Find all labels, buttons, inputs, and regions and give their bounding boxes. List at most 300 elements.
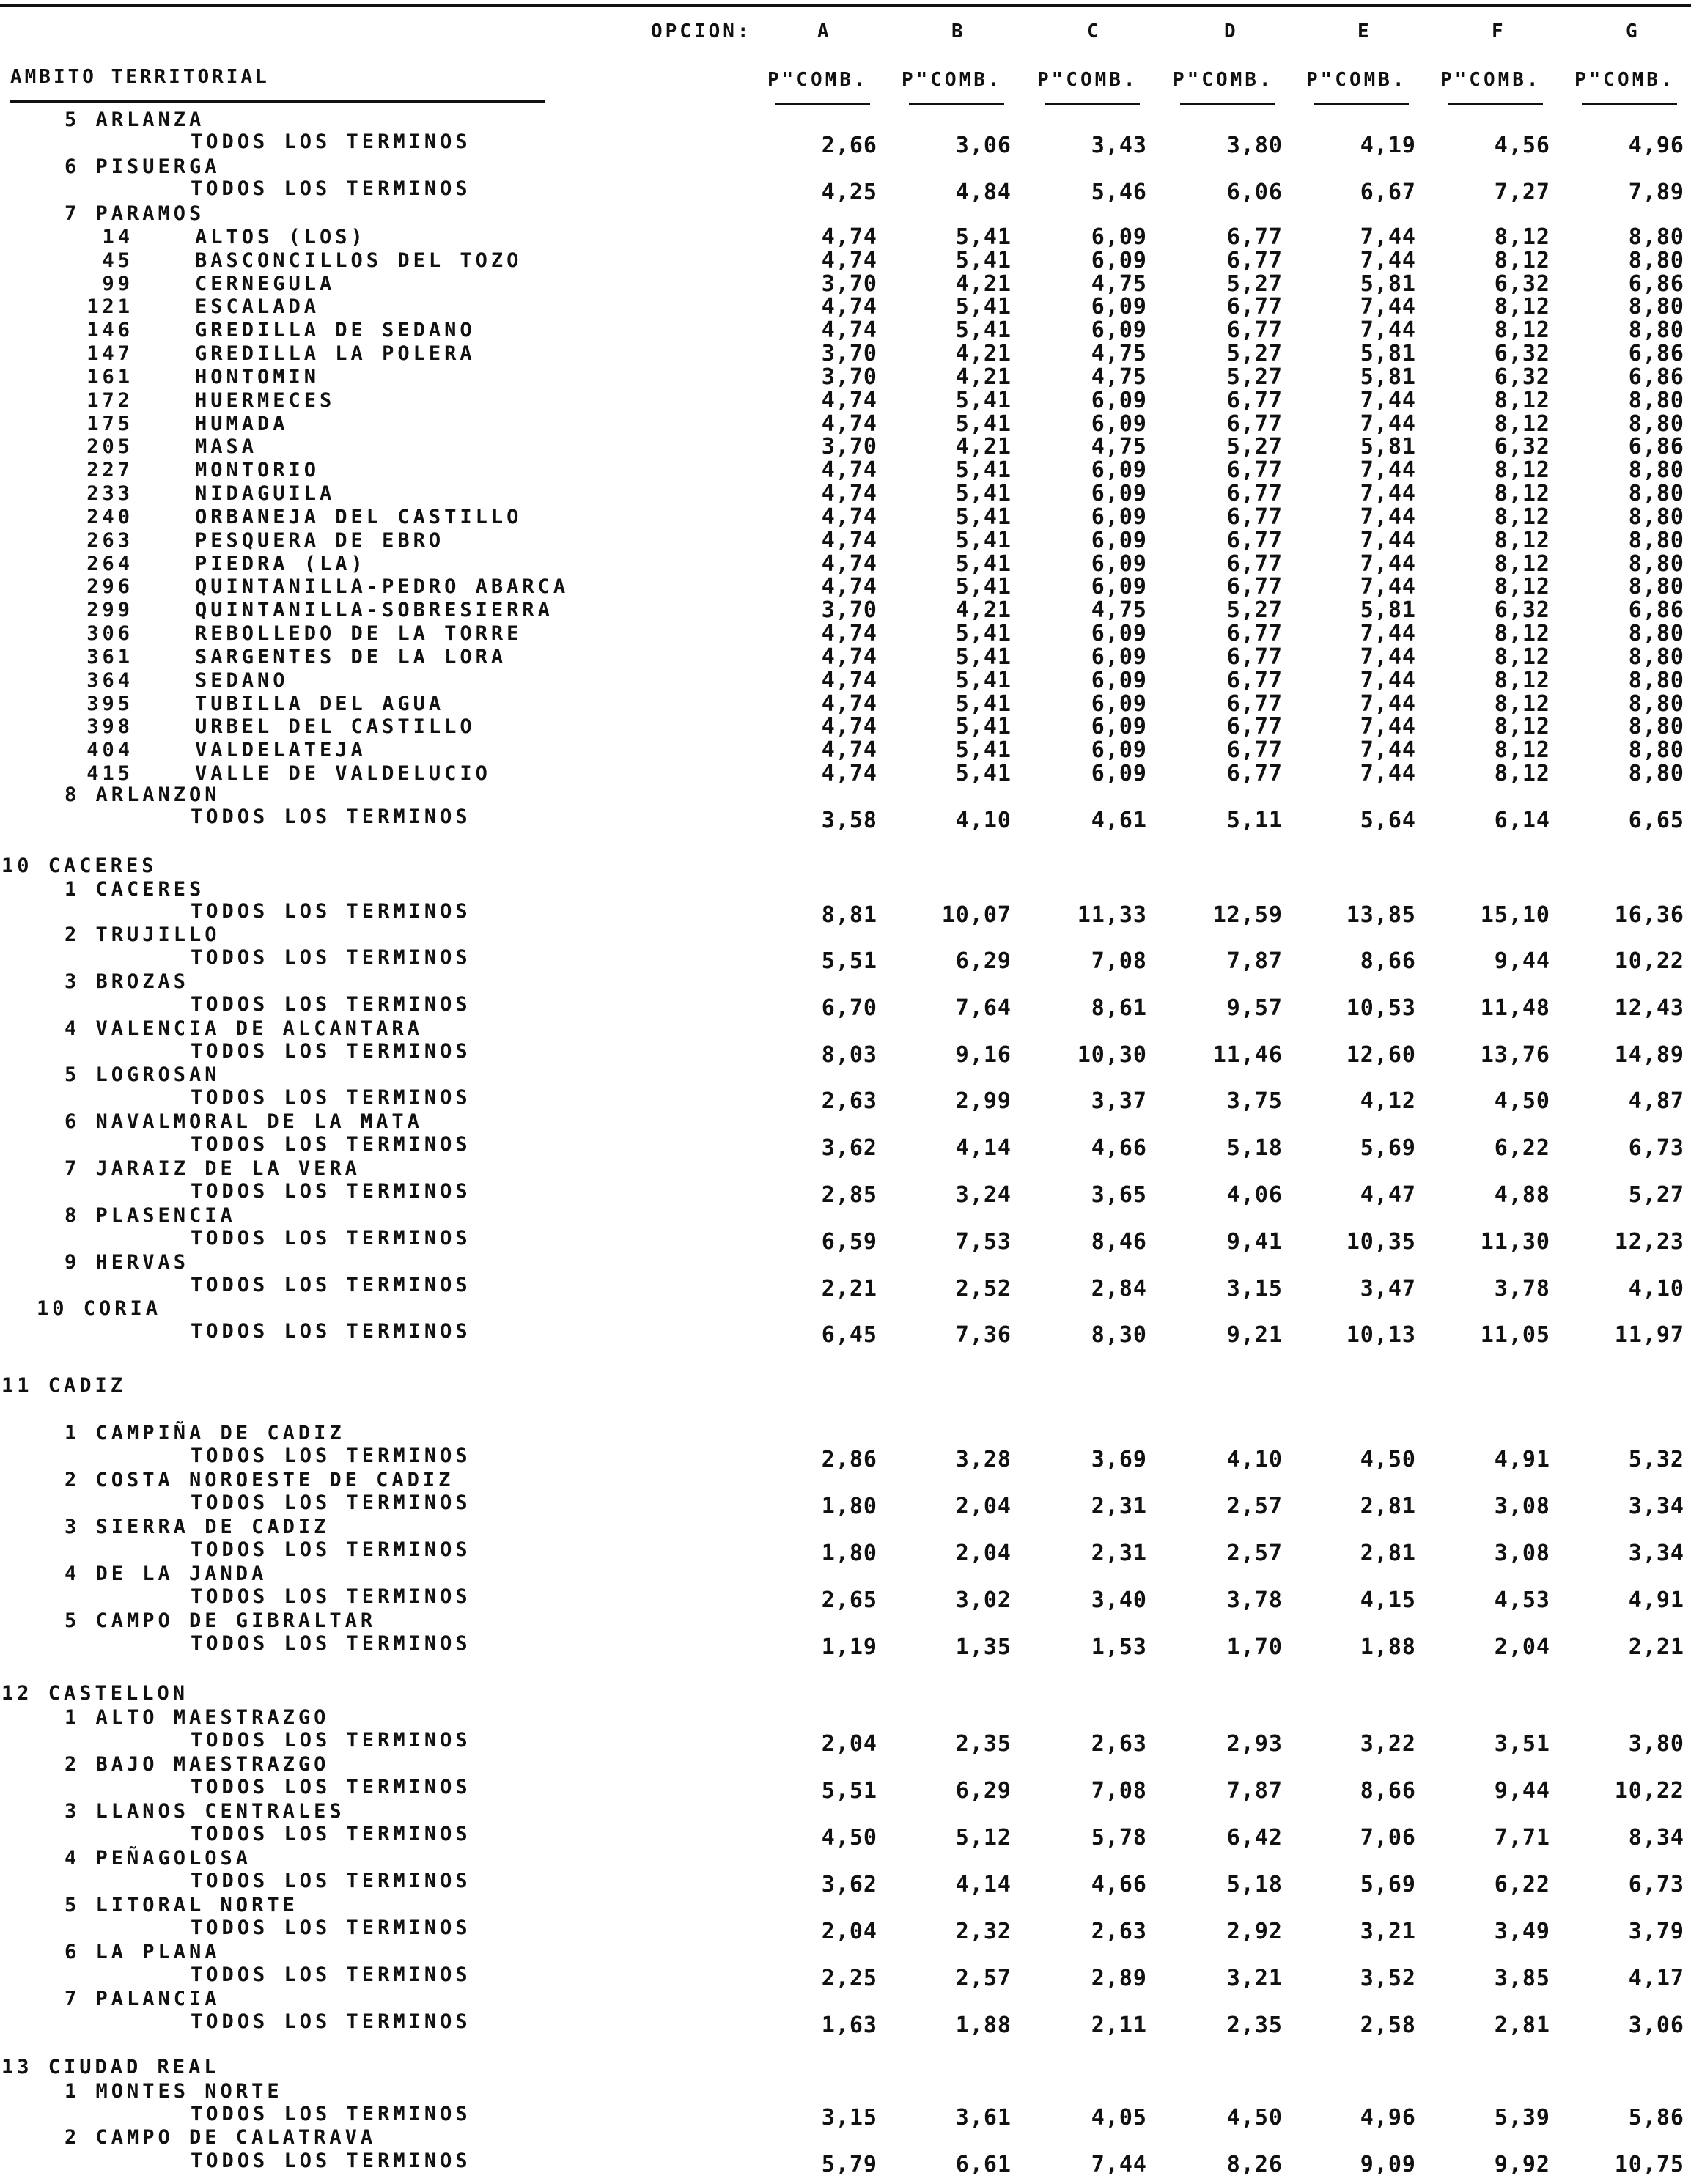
- comarca-name: 5 ARLANZA: [65, 108, 205, 131]
- value-cell-a: 4,74: [821, 503, 877, 530]
- value-cell-b: 5,41: [955, 224, 1012, 250]
- value-cell-d: 5,27: [1226, 341, 1283, 367]
- municipality-name: TUBILLA DEL AGUA: [195, 692, 445, 715]
- value-cell-c: 8,61: [1091, 995, 1147, 1021]
- value-cell-e: 7,44: [1360, 714, 1416, 740]
- value-cell-e: 13,85: [1346, 902, 1416, 928]
- value-cell-b: 3,28: [955, 1447, 1012, 1472]
- todos-los-terminos-label: TODOS LOS TERMINOS: [191, 1086, 471, 1110]
- municipality-name: VALLE DE VALDELUCIO: [195, 762, 491, 786]
- value-cell-a: 4,74: [821, 667, 877, 693]
- value-cell-b: 4,14: [955, 1872, 1012, 1897]
- value-cell-e: 2,81: [1360, 1494, 1416, 1520]
- value-cell-b: 2,35: [955, 1731, 1012, 1757]
- value-cell-c: 4,66: [1091, 1135, 1147, 1162]
- comarca-name: 2 TRUJILLO: [65, 923, 221, 946]
- value-cell-a: 4,74: [821, 761, 877, 787]
- comarca-name: 7 JARAIZ DE LA VERA: [65, 1157, 361, 1180]
- value-cell-b: 6,29: [955, 1778, 1012, 1804]
- value-cell-f: 6,22: [1494, 1135, 1550, 1162]
- value-cell-e: 7,44: [1360, 457, 1416, 484]
- option-f-header: F: [1492, 21, 1506, 43]
- value-cell-c: 10,30: [1077, 1041, 1147, 1068]
- value-cell-a: 4,74: [821, 690, 877, 717]
- value-cell-f: 15,10: [1480, 902, 1550, 928]
- value-cell-f: 8,12: [1494, 690, 1550, 717]
- municipality-name: PIEDRA (LA): [195, 552, 366, 575]
- value-cell-d: 6,77: [1226, 574, 1283, 600]
- value-cell-c: 7,44: [1091, 2152, 1147, 2177]
- value-cell-a: 6,59: [821, 1228, 877, 1255]
- value-cell-f: 6,22: [1494, 1872, 1550, 1897]
- value-cell-d: 9,41: [1226, 1228, 1283, 1255]
- value-cell-e: 1,88: [1360, 1634, 1416, 1661]
- value-cell-c: 5,46: [1091, 180, 1147, 205]
- value-cell-b: 4,84: [955, 180, 1012, 205]
- value-cell-c: 6,09: [1091, 503, 1147, 530]
- value-cell-c: 4,05: [1091, 2105, 1147, 2130]
- value-cell-a: 3,70: [821, 364, 877, 390]
- municipality-name: CERNEGULA: [195, 272, 336, 295]
- value-cell-b: 5,41: [955, 714, 1012, 740]
- value-cell-b: 3,24: [955, 1182, 1012, 1208]
- value-cell-a: 6,70: [821, 995, 877, 1021]
- comarca-name: 4 VALENCIA DE ALCANTARA: [65, 1017, 423, 1040]
- value-cell-g: 8,80: [1628, 387, 1684, 413]
- value-cell-g: 8,80: [1628, 247, 1684, 273]
- value-cell-d: 6,77: [1226, 317, 1283, 344]
- value-cell-a: 4,74: [821, 621, 877, 647]
- value-cell-a: 4,74: [821, 317, 877, 344]
- value-cell-f: 8,12: [1494, 503, 1550, 530]
- value-cell-a: 1,63: [821, 2013, 877, 2038]
- value-cell-a: 4,74: [821, 247, 877, 273]
- province-name: 12 CASTELLON: [1, 1682, 189, 1705]
- municipality-name: BASCONCILLOS DEL TOZO: [195, 248, 523, 272]
- value-cell-f: 8,12: [1494, 457, 1550, 484]
- municipality-code: 404: [86, 739, 133, 762]
- value-cell-a: 2,21: [821, 1275, 877, 1302]
- value-cell-g: 8,80: [1628, 737, 1684, 764]
- value-cell-d: 6,77: [1226, 294, 1283, 320]
- todos-los-terminos-label: TODOS LOS TERMINOS: [191, 1585, 471, 1609]
- value-cell-c: 6,09: [1091, 714, 1147, 740]
- value-cell-c: 7,08: [1091, 948, 1147, 974]
- comarca-name: 6 NAVALMORAL DE LA MATA: [65, 1110, 423, 1134]
- value-cell-c: 3,69: [1091, 1447, 1147, 1472]
- value-cell-c: 6,09: [1091, 761, 1147, 787]
- value-cell-f: 8,12: [1494, 761, 1550, 787]
- value-cell-g: 8,80: [1628, 503, 1684, 530]
- value-cell-g: 3,34: [1628, 1494, 1684, 1520]
- value-cell-a: 5,51: [821, 948, 877, 974]
- municipality-code: 364: [86, 668, 133, 692]
- pcomb-subheader: P"COMB.: [1306, 69, 1407, 91]
- province-name: 13 CIUDAD REAL: [1, 2056, 220, 2078]
- value-cell-d: 5,27: [1226, 597, 1283, 624]
- value-cell-f: 3,08: [1494, 1494, 1550, 1520]
- value-cell-e: 7,44: [1360, 224, 1416, 250]
- value-cell-e: 7,44: [1360, 387, 1416, 413]
- value-cell-b: 7,36: [955, 1322, 1012, 1349]
- municipality-code: 121: [86, 295, 133, 319]
- todos-los-terminos-label: TODOS LOS TERMINOS: [191, 177, 471, 200]
- value-cell-b: 5,41: [955, 667, 1012, 693]
- value-cell-g: 3,06: [1628, 2013, 1684, 2038]
- todos-los-terminos-label: TODOS LOS TERMINOS: [191, 1273, 471, 1296]
- value-cell-d: 6,77: [1226, 667, 1283, 693]
- value-cell-e: 5,81: [1360, 270, 1416, 297]
- comarca-name: 7 PALANCIA: [65, 1988, 221, 2010]
- value-cell-d: 2,35: [1226, 2013, 1283, 2038]
- value-cell-a: 3,70: [821, 597, 877, 624]
- value-cell-f: 7,27: [1494, 180, 1550, 205]
- opcion-label: OPCION:: [651, 21, 752, 43]
- municipality-name: NIDAGUILA: [195, 482, 336, 506]
- value-cell-c: 5,78: [1091, 1825, 1147, 1851]
- municipality-code: 395: [86, 692, 133, 715]
- value-cell-c: 2,31: [1091, 1541, 1147, 1567]
- todos-los-terminos-label: TODOS LOS TERMINOS: [191, 130, 471, 153]
- value-cell-a: 1,19: [821, 1634, 877, 1661]
- value-cell-a: 4,74: [821, 550, 877, 577]
- value-cell-c: 6,09: [1091, 690, 1147, 717]
- value-cell-a: 2,65: [821, 1587, 877, 1614]
- value-cell-e: 7,44: [1360, 737, 1416, 764]
- municipality-code: 227: [86, 459, 133, 482]
- value-cell-b: 5,41: [955, 457, 1012, 484]
- municipality-code: 361: [86, 645, 133, 668]
- municipality-code: 398: [86, 715, 133, 739]
- municipality-name: PESQUERA DE EBRO: [195, 528, 445, 552]
- value-cell-d: 2,93: [1226, 1731, 1283, 1757]
- value-cell-a: 4,74: [821, 527, 877, 553]
- value-cell-e: 4,47: [1360, 1182, 1416, 1208]
- value-cell-d: 6,77: [1226, 410, 1283, 437]
- value-cell-f: 3,08: [1494, 1541, 1550, 1567]
- value-cell-d: 6,77: [1226, 714, 1283, 740]
- value-cell-g: 8,80: [1628, 643, 1684, 670]
- value-cell-g: 6,73: [1628, 1135, 1684, 1162]
- todos-los-terminos-label: TODOS LOS TERMINOS: [191, 1180, 471, 1203]
- value-cell-g: 6,86: [1628, 434, 1684, 460]
- value-cell-d: 3,15: [1226, 1275, 1283, 1302]
- value-cell-d: 4,10: [1226, 1447, 1283, 1472]
- value-cell-g: 10,22: [1614, 1778, 1684, 1804]
- pcomb-subheader: P"COMB.: [1440, 69, 1541, 91]
- value-cell-e: 5,69: [1360, 1135, 1416, 1162]
- comarca-name: 2 COSTA NOROESTE DE CADIZ: [65, 1469, 454, 1492]
- value-cell-a: 4,50: [821, 1825, 877, 1851]
- pcomb-subheader: P"COMB.: [1574, 69, 1676, 91]
- todos-los-terminos-label: TODOS LOS TERMINOS: [191, 900, 471, 923]
- value-cell-a: 3,70: [821, 341, 877, 367]
- value-cell-d: 6,06: [1226, 180, 1283, 205]
- value-cell-e: 7,44: [1360, 621, 1416, 647]
- value-cell-a: 5,79: [821, 2152, 877, 2177]
- value-cell-f: 11,48: [1480, 995, 1550, 1021]
- value-cell-d: 6,77: [1226, 457, 1283, 484]
- value-cell-f: 8,12: [1494, 294, 1550, 320]
- value-cell-b: 5,41: [955, 690, 1012, 717]
- value-cell-a: 4,74: [821, 410, 877, 437]
- value-cell-f: 8,12: [1494, 667, 1550, 693]
- value-cell-c: 6,09: [1091, 574, 1147, 600]
- value-cell-d: 2,57: [1226, 1494, 1283, 1520]
- value-cell-d: 2,57: [1226, 1541, 1283, 1567]
- value-cell-g: 10,22: [1614, 948, 1684, 974]
- value-cell-f: 2,04: [1494, 1634, 1550, 1661]
- value-cell-g: 12,23: [1614, 1228, 1684, 1255]
- value-cell-f: 9,92: [1494, 2152, 1550, 2177]
- option-c-header: C: [1087, 21, 1102, 43]
- value-cell-g: 4,96: [1628, 133, 1684, 158]
- comarca-name: 7 PARAMOS: [65, 202, 205, 225]
- value-cell-f: 13,76: [1480, 1041, 1550, 1068]
- value-cell-a: 3,70: [821, 434, 877, 460]
- value-cell-d: 11,46: [1212, 1041, 1283, 1068]
- value-cell-a: 8,03: [821, 1041, 877, 1068]
- ambito-territorial-heading: AMBITO TERRITORIAL: [10, 66, 270, 88]
- comarca-name: 5 CAMPO DE GIBRALTAR: [65, 1609, 377, 1633]
- value-cell-a: 2,85: [821, 1182, 877, 1208]
- value-cell-b: 4,21: [955, 434, 1012, 460]
- value-cell-d: 12,59: [1212, 902, 1283, 928]
- value-cell-c: 2,63: [1091, 1731, 1147, 1757]
- municipality-name: VALDELATEJA: [195, 739, 366, 762]
- value-cell-f: 7,71: [1494, 1825, 1550, 1851]
- value-cell-g: 8,80: [1628, 481, 1684, 507]
- value-cell-b: 3,06: [955, 133, 1012, 158]
- value-cell-c: 2,11: [1091, 2013, 1147, 2038]
- value-cell-a: 2,63: [821, 1088, 877, 1115]
- value-cell-d: 6,77: [1226, 621, 1283, 647]
- value-cell-g: 8,80: [1628, 690, 1684, 717]
- value-cell-a: 4,74: [821, 737, 877, 764]
- value-cell-a: 8,81: [821, 902, 877, 928]
- value-cell-a: 4,74: [821, 714, 877, 740]
- value-cell-d: 6,42: [1226, 1825, 1283, 1851]
- value-cell-b: 5,12: [955, 1825, 1012, 1851]
- comarca-name: 3 SIERRA DE CADIZ: [65, 1516, 330, 1539]
- value-cell-a: 2,04: [821, 1919, 877, 1944]
- todos-los-terminos-label: TODOS LOS TERMINOS: [191, 1445, 471, 1467]
- value-cell-e: 10,35: [1346, 1228, 1416, 1255]
- value-cell-d: 5,27: [1226, 434, 1283, 460]
- municipality-code: 264: [86, 552, 133, 575]
- value-cell-f: 11,30: [1480, 1228, 1550, 1255]
- value-cell-e: 7,44: [1360, 317, 1416, 344]
- todos-los-terminos-label: TODOS LOS TERMINOS: [191, 1039, 471, 1063]
- value-cell-b: 5,41: [955, 550, 1012, 577]
- value-cell-b: 2,57: [955, 1966, 1012, 1991]
- value-cell-d: 6,77: [1226, 481, 1283, 507]
- option-d-header: D: [1224, 21, 1239, 43]
- value-cell-e: 5,81: [1360, 341, 1416, 367]
- value-cell-b: 2,99: [955, 1088, 1012, 1115]
- value-cell-d: 8,26: [1226, 2152, 1283, 2177]
- value-cell-f: 8,12: [1494, 643, 1550, 670]
- value-cell-f: 3,51: [1494, 1731, 1550, 1757]
- value-cell-f: 2,81: [1494, 2013, 1550, 2038]
- option-b-header: B: [951, 21, 966, 43]
- value-cell-b: 1,88: [955, 2013, 1012, 2038]
- municipality-name: MONTORIO: [195, 459, 320, 482]
- pcomb-subheader: P"COMB.: [902, 69, 1003, 91]
- municipality-name: QUINTANILLA-PEDRO ABARCA: [195, 575, 570, 599]
- value-cell-g: 8,80: [1628, 317, 1684, 344]
- todos-los-terminos-label: TODOS LOS TERMINOS: [191, 1491, 471, 1515]
- value-cell-g: 4,87: [1628, 1088, 1684, 1115]
- value-cell-a: 4,74: [821, 294, 877, 320]
- value-cell-a: 2,25: [821, 1966, 877, 1991]
- value-cell-c: 6,09: [1091, 294, 1147, 320]
- todos-los-terminos-label: TODOS LOS TERMINOS: [191, 2150, 471, 2172]
- value-cell-g: 8,80: [1628, 667, 1684, 693]
- value-cell-f: 4,53: [1494, 1587, 1550, 1614]
- value-cell-g: 8,80: [1628, 294, 1684, 320]
- value-cell-g: 3,80: [1628, 1731, 1684, 1757]
- value-cell-f: 8,12: [1494, 621, 1550, 647]
- value-cell-e: 7,44: [1360, 503, 1416, 530]
- value-cell-b: 5,41: [955, 737, 1012, 764]
- value-cell-b: 5,41: [955, 294, 1012, 320]
- value-cell-e: 5,81: [1360, 597, 1416, 624]
- value-cell-c: 6,09: [1091, 410, 1147, 437]
- municipality-code: 263: [86, 528, 133, 552]
- value-cell-c: 3,65: [1091, 1182, 1147, 1208]
- value-cell-e: 2,81: [1360, 1541, 1416, 1567]
- option-e-header: E: [1357, 21, 1372, 43]
- value-cell-g: 6,65: [1628, 808, 1684, 833]
- value-cell-c: 4,75: [1091, 597, 1147, 624]
- value-cell-e: 5,81: [1360, 434, 1416, 460]
- value-cell-e: 7,44: [1360, 481, 1416, 507]
- municipality-name: SEDANO: [195, 668, 289, 692]
- value-cell-a: 6,45: [821, 1322, 877, 1349]
- value-cell-d: 9,21: [1226, 1322, 1283, 1349]
- municipality-name: HUERMECES: [195, 388, 336, 412]
- value-cell-e: 7,44: [1360, 550, 1416, 577]
- comarca-name: 3 BROZAS: [65, 970, 190, 993]
- comarca-name: 6 PISUERGA: [65, 155, 221, 178]
- value-cell-f: 8,12: [1494, 714, 1550, 740]
- top-rule: [0, 4, 1691, 7]
- value-cell-g: 8,80: [1628, 714, 1684, 740]
- value-cell-b: 5,41: [955, 621, 1012, 647]
- value-cell-c: 2,63: [1091, 1919, 1147, 1944]
- value-cell-b: 3,61: [955, 2105, 1012, 2130]
- value-cell-e: 10,53: [1346, 995, 1416, 1021]
- province-name: 11 CADIZ: [1, 1374, 127, 1397]
- column-underline: [1314, 103, 1409, 105]
- column-underline: [909, 103, 1004, 105]
- value-cell-f: 3,85: [1494, 1966, 1550, 1991]
- value-cell-a: 4,74: [821, 481, 877, 507]
- value-cell-g: 4,10: [1628, 1275, 1684, 1302]
- todos-los-terminos-label: TODOS LOS TERMINOS: [191, 1916, 471, 1939]
- value-cell-g: 4,91: [1628, 1587, 1684, 1614]
- municipality-name: GREDILLA DE SEDANO: [195, 319, 476, 342]
- value-cell-b: 6,29: [955, 948, 1012, 974]
- value-cell-a: 3,70: [821, 270, 877, 297]
- municipality-name: MASA: [195, 435, 258, 459]
- value-cell-e: 7,44: [1360, 247, 1416, 273]
- municipality-code: 205: [86, 435, 133, 459]
- value-cell-b: 5,41: [955, 574, 1012, 600]
- value-cell-f: 4,56: [1494, 133, 1550, 158]
- value-cell-c: 4,75: [1091, 434, 1147, 460]
- value-cell-d: 5,18: [1226, 1872, 1283, 1897]
- value-cell-g: 8,80: [1628, 457, 1684, 484]
- value-cell-c: 6,09: [1091, 667, 1147, 693]
- value-cell-a: 4,74: [821, 457, 877, 484]
- value-cell-d: 6,77: [1226, 737, 1283, 764]
- municipality-name: REBOLLEDO DE LA TORRE: [195, 622, 523, 646]
- value-cell-g: 8,80: [1628, 574, 1684, 600]
- value-cell-d: 6,77: [1226, 247, 1283, 273]
- value-cell-d: 6,77: [1226, 387, 1283, 413]
- value-cell-d: 4,06: [1226, 1182, 1283, 1208]
- comarca-name: 4 PEÑAGOLOSA: [65, 1847, 252, 1870]
- value-cell-c: 6,09: [1091, 224, 1147, 250]
- municipality-name: ALTOS (LOS): [195, 226, 366, 248]
- municipality-name: HUMADA: [195, 412, 289, 435]
- value-cell-f: 8,12: [1494, 224, 1550, 250]
- comarca-name: 10 CORIA: [37, 1297, 162, 1321]
- value-cell-e: 9,09: [1360, 2152, 1416, 2177]
- column-underline: [1582, 103, 1677, 105]
- municipality-code: 299: [86, 599, 133, 622]
- value-cell-a: 4,74: [821, 224, 877, 250]
- value-cell-e: 7,44: [1360, 761, 1416, 787]
- value-cell-b: 7,64: [955, 995, 1012, 1021]
- value-cell-g: 6,86: [1628, 364, 1684, 390]
- value-cell-c: 2,84: [1091, 1275, 1147, 1302]
- value-cell-g: 8,80: [1628, 761, 1684, 787]
- value-cell-g: 6,86: [1628, 597, 1684, 624]
- value-cell-g: 10,75: [1614, 2152, 1684, 2177]
- value-cell-b: 6,61: [955, 2152, 1012, 2177]
- municipality-code: 240: [86, 505, 133, 528]
- value-cell-c: 2,89: [1091, 1966, 1147, 1991]
- municipality-name: ESCALADA: [195, 295, 320, 319]
- value-cell-f: 6,14: [1494, 808, 1550, 833]
- value-cell-g: 12,43: [1614, 995, 1684, 1021]
- value-cell-g: 5,86: [1628, 2105, 1684, 2130]
- value-cell-b: 5,41: [955, 481, 1012, 507]
- value-cell-a: 3,15: [821, 2105, 877, 2130]
- value-cell-g: 5,27: [1628, 1182, 1684, 1208]
- value-cell-f: 11,05: [1480, 1322, 1550, 1349]
- value-cell-b: 2,04: [955, 1541, 1012, 1567]
- value-cell-g: 8,80: [1628, 550, 1684, 577]
- value-cell-d: 3,78: [1226, 1587, 1283, 1614]
- municipality-code: 146: [86, 319, 133, 342]
- value-cell-d: 7,87: [1226, 1778, 1283, 1804]
- value-cell-c: 6,09: [1091, 737, 1147, 764]
- value-cell-d: 6,77: [1226, 690, 1283, 717]
- value-cell-d: 6,77: [1226, 503, 1283, 530]
- value-cell-e: 8,66: [1360, 948, 1416, 974]
- value-cell-d: 5,27: [1226, 364, 1283, 390]
- value-cell-d: 3,21: [1226, 1966, 1283, 1991]
- municipality-code: 415: [86, 762, 133, 786]
- municipality-name: ORBANEJA DEL CASTILLO: [195, 505, 523, 528]
- value-cell-b: 2,32: [955, 1919, 1012, 1944]
- value-cell-d: 6,77: [1226, 224, 1283, 250]
- value-cell-f: 9,44: [1494, 948, 1550, 974]
